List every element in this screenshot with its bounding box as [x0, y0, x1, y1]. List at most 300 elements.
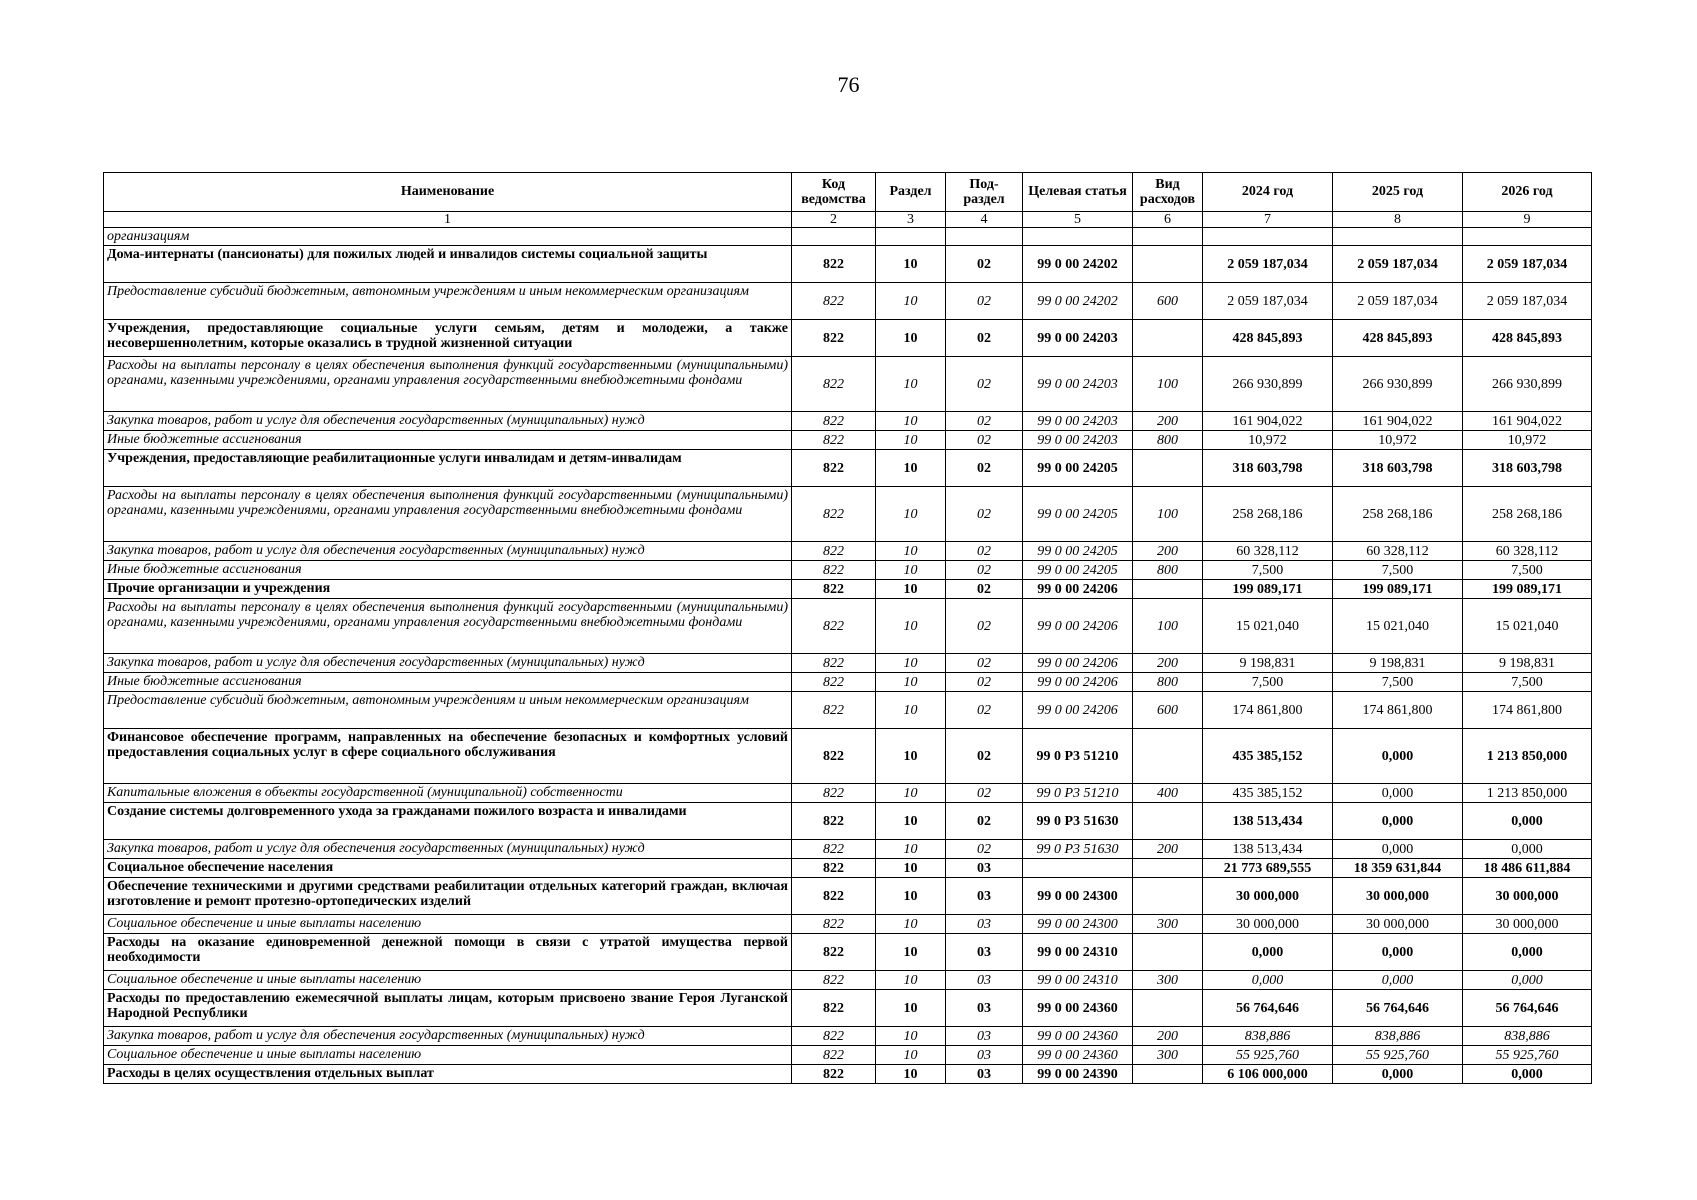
row-subsection: 03 [946, 1027, 1023, 1046]
row-subsection: 02 [946, 784, 1023, 803]
row-department-code: 822 [792, 971, 876, 990]
row-value-2026: 30 000,000 [1463, 878, 1592, 915]
row-target-article: 99 0 00 24203 [1023, 320, 1133, 357]
row-value-2025: 0,000 [1333, 840, 1463, 859]
row-subsection: 02 [946, 283, 1023, 320]
row-subsection: 02 [946, 673, 1023, 692]
table-row [104, 1065, 1592, 1084]
row-subsection: 03 [946, 859, 1023, 878]
row-name: Иные бюджетные ассигнования [104, 431, 792, 450]
column-number: 9 [1463, 212, 1592, 228]
table-row [104, 357, 1592, 412]
row-value-2024: 435 385,152 [1203, 729, 1333, 784]
table-row [104, 803, 1592, 840]
table-row [104, 599, 1592, 654]
column-number-row [104, 212, 1592, 228]
row-section: 10 [876, 580, 946, 599]
row-expense-type: 200 [1133, 654, 1203, 673]
row-value-2026: 0,000 [1463, 1065, 1592, 1084]
row-name: Социальное обеспечение и иные выплаты населению [104, 1046, 792, 1065]
table-row [104, 431, 1592, 450]
column-number: 8 [1333, 212, 1463, 228]
table-row [104, 246, 1592, 283]
row-value-2025: 15 021,040 [1333, 599, 1463, 654]
row-name: Закупка товаров, работ и услуг для обеспечения государственных (муниципальных) нужд [104, 542, 792, 561]
row-expense-type: 200 [1133, 1027, 1203, 1046]
row-department-code: 822 [792, 283, 876, 320]
row-subsection: 02 [946, 320, 1023, 357]
row-name: Дома-интернаты (пансионаты) для пожилых людей и инвалидов системы социальной защиты [104, 246, 792, 283]
row-value-2026: 2 059 187,034 [1463, 283, 1592, 320]
row-subsection: 03 [946, 934, 1023, 971]
row-section: 10 [876, 692, 946, 729]
row-section: 10 [876, 654, 946, 673]
row-value-2024: 7,500 [1203, 561, 1333, 580]
row-value-2025: 7,500 [1333, 561, 1463, 580]
table-row [104, 729, 1592, 784]
row-target-article: 99 0 00 24205 [1023, 561, 1133, 580]
row-expense-type [1133, 246, 1203, 283]
page-number: 76 [837, 72, 860, 97]
row-value-2026: 7,500 [1463, 673, 1592, 692]
row-value-2025: 258 268,186 [1333, 487, 1463, 542]
row-value-2026: 318 603,798 [1463, 450, 1592, 487]
row-target-article: 99 0 00 24202 [1023, 283, 1133, 320]
row-target-article: 99 0 00 24390 [1023, 1065, 1133, 1084]
row-value-2024: 838,886 [1203, 1027, 1333, 1046]
row-name: Предоставление субсидий бюджетным, автономным учреждениям и иным некоммерческим организациям [104, 692, 792, 729]
row-subsection: 02 [946, 431, 1023, 450]
row-value-2026: 30 000,000 [1463, 915, 1592, 934]
table-row [104, 840, 1592, 859]
row-name: Закупка товаров, работ и услуг для обеспечения государственных (муниципальных) нужд [104, 412, 792, 431]
row-name: Закупка товаров, работ и услуг для обеспечения государственных (муниципальных) нужд [104, 1027, 792, 1046]
table-row [104, 990, 1592, 1027]
row-value-2026: 1 213 850,000 [1463, 729, 1592, 784]
row-section: 10 [876, 971, 946, 990]
row-name: Расходы по предоставлению ежемесячной выплаты лицам, которым присвоено звание Героя Луганской Народной Республики [104, 990, 792, 1027]
row-target-article: 99 0 00 24205 [1023, 487, 1133, 542]
row-value-2026: 161 904,022 [1463, 412, 1592, 431]
table-row [104, 915, 1592, 934]
row-subsection: 02 [946, 599, 1023, 654]
row-subsection: 02 [946, 803, 1023, 840]
row-department-code: 822 [792, 934, 876, 971]
row-department-code: 822 [792, 561, 876, 580]
row-department-code: 822 [792, 859, 876, 878]
row-value-2025: 2 059 187,034 [1333, 246, 1463, 283]
row-department-code: 822 [792, 431, 876, 450]
row-subsection: 02 [946, 692, 1023, 729]
row-value-2026: 18 486 611,884 [1463, 859, 1592, 878]
row-expense-type [1133, 450, 1203, 487]
row-department-code: 822 [792, 599, 876, 654]
row-expense-type: 600 [1133, 283, 1203, 320]
row-expense-type: 100 [1133, 599, 1203, 654]
header-year-2025: 2025 год [1333, 173, 1463, 212]
row-expense-type: 300 [1133, 915, 1203, 934]
row-value-2025: 0,000 [1333, 784, 1463, 803]
row-value-2025: 0,000 [1333, 1065, 1463, 1084]
row-name: Учреждения, предоставляющие социальные услуги семьям, детям и молодежи, а также несовершеннолетним, которые оказались в трудной жизненной ситуации [104, 320, 792, 357]
header-expense-type: Вид расходов [1133, 173, 1203, 212]
column-number: 1 [104, 212, 792, 228]
row-subsection: 02 [946, 450, 1023, 487]
row-expense-type [1133, 803, 1203, 840]
row-section: 10 [876, 1046, 946, 1065]
row-expense-type [1133, 228, 1203, 246]
table-row [104, 412, 1592, 431]
row-target-article: 99 0 00 24206 [1023, 673, 1133, 692]
row-target-article: 99 0 00 24360 [1023, 1046, 1133, 1065]
row-expense-type [1133, 934, 1203, 971]
row-department-code: 822 [792, 878, 876, 915]
table-row [104, 580, 1592, 599]
row-value-2024: 0,000 [1203, 971, 1333, 990]
row-section: 10 [876, 934, 946, 971]
row-department-code: 822 [792, 1046, 876, 1065]
row-expense-type [1133, 580, 1203, 599]
row-section: 10 [876, 561, 946, 580]
column-number: 2 [792, 212, 876, 228]
row-subsection [946, 228, 1023, 246]
row-name: Иные бюджетные ассигнования [104, 673, 792, 692]
table-row [104, 450, 1592, 487]
row-target-article: 99 0 00 24203 [1023, 357, 1133, 412]
row-name: Социальное обеспечение населения [104, 859, 792, 878]
row-target-article: 99 0 00 24300 [1023, 878, 1133, 915]
row-target-article: 99 0 00 24205 [1023, 450, 1133, 487]
row-value-2024: 428 845,893 [1203, 320, 1333, 357]
row-name: Закупка товаров, работ и услуг для обеспечения государственных (муниципальных) нужд [104, 840, 792, 859]
row-value-2025: 60 328,112 [1333, 542, 1463, 561]
row-value-2024: 2 059 187,034 [1203, 283, 1333, 320]
row-value-2024: 55 925,760 [1203, 1046, 1333, 1065]
row-value-2025: 0,000 [1333, 729, 1463, 784]
row-section: 10 [876, 542, 946, 561]
row-expense-type [1133, 1065, 1203, 1084]
row-department-code: 822 [792, 803, 876, 840]
row-section: 10 [876, 1027, 946, 1046]
row-target-article [1023, 228, 1133, 246]
row-value-2025: 56 764,646 [1333, 990, 1463, 1027]
row-target-article: 99 0 00 24202 [1023, 246, 1133, 283]
row-value-2024: 6 106 000,000 [1203, 1065, 1333, 1084]
row-value-2026: 266 930,899 [1463, 357, 1592, 412]
row-expense-type [1133, 729, 1203, 784]
row-value-2025: 266 930,899 [1333, 357, 1463, 412]
row-subsection: 02 [946, 561, 1023, 580]
row-section: 10 [876, 915, 946, 934]
row-name: Расходы на выплаты персоналу в целях обеспечения выполнения функций государственными (муниципальными) органами, казенными учреждениями, органами управления государственными внебюджетными фондами [104, 487, 792, 542]
row-department-code: 822 [792, 729, 876, 784]
row-value-2026: 0,000 [1463, 803, 1592, 840]
row-value-2026: 0,000 [1463, 840, 1592, 859]
row-value-2024: 10,972 [1203, 431, 1333, 450]
header-year-2026: 2026 год [1463, 173, 1592, 212]
row-target-article: 99 0 00 24206 [1023, 580, 1133, 599]
row-expense-type [1133, 990, 1203, 1027]
row-name: Прочие организации и учреждения [104, 580, 792, 599]
table-row [104, 934, 1592, 971]
header-section: Раздел [876, 173, 946, 212]
row-expense-type: 800 [1133, 673, 1203, 692]
row-value-2024: 435 385,152 [1203, 784, 1333, 803]
row-expense-type: 100 [1133, 357, 1203, 412]
row-target-article: 99 0 00 24203 [1023, 431, 1133, 450]
row-value-2026: 55 925,760 [1463, 1046, 1592, 1065]
table-row [104, 673, 1592, 692]
table-row [104, 283, 1592, 320]
row-target-article: 99 0 00 24206 [1023, 599, 1133, 654]
header-year-2024: 2024 год [1203, 173, 1333, 212]
row-value-2025: 174 861,800 [1333, 692, 1463, 729]
row-value-2024: 138 513,434 [1203, 840, 1333, 859]
row-expense-type: 600 [1133, 692, 1203, 729]
row-value-2025 [1333, 228, 1463, 246]
row-section: 10 [876, 990, 946, 1027]
row-department-code: 822 [792, 450, 876, 487]
row-value-2024: 9 198,831 [1203, 654, 1333, 673]
row-name: Финансовое обеспечение программ, направленных на обеспечение безопасных и комфортных условий предоставления социальных услуг в сфере социального обслуживания [104, 729, 792, 784]
row-value-2024: 30 000,000 [1203, 878, 1333, 915]
row-name: Социальное обеспечение и иные выплаты населению [104, 971, 792, 990]
row-department-code: 822 [792, 1065, 876, 1084]
row-subsection: 02 [946, 357, 1023, 412]
row-subsection: 02 [946, 729, 1023, 784]
column-number: 6 [1133, 212, 1203, 228]
column-number: 5 [1023, 212, 1133, 228]
row-value-2024: 258 268,186 [1203, 487, 1333, 542]
row-value-2025: 0,000 [1333, 803, 1463, 840]
row-subsection: 02 [946, 580, 1023, 599]
row-target-article: 99 0 00 24206 [1023, 692, 1133, 729]
row-target-article: 99 0 00 24310 [1023, 934, 1133, 971]
row-target-article: 99 0 P3 51210 [1023, 729, 1133, 784]
row-department-code: 822 [792, 320, 876, 357]
table-row [104, 784, 1592, 803]
row-section: 10 [876, 487, 946, 542]
table-row [104, 859, 1592, 878]
row-department-code: 822 [792, 784, 876, 803]
row-name: организациям [104, 228, 792, 246]
table-row [104, 692, 1592, 729]
table-row [104, 1046, 1592, 1065]
row-target-article: 99 0 00 24360 [1023, 1027, 1133, 1046]
row-section: 10 [876, 431, 946, 450]
row-target-article: 99 0 00 24206 [1023, 654, 1133, 673]
row-department-code: 822 [792, 990, 876, 1027]
row-expense-type: 400 [1133, 784, 1203, 803]
row-value-2025: 0,000 [1333, 971, 1463, 990]
row-value-2025: 55 925,760 [1333, 1046, 1463, 1065]
row-subsection: 02 [946, 542, 1023, 561]
row-name: Расходы на выплаты персоналу в целях обеспечения выполнения функций государственными (муниципальными) органами, казенными учреждениями, органами управления государственными внебюджетными фондами [104, 599, 792, 654]
header-department-code: Код ведомства [792, 173, 876, 212]
row-section: 10 [876, 1065, 946, 1084]
row-value-2024: 30 000,000 [1203, 915, 1333, 934]
row-value-2024 [1203, 228, 1333, 246]
row-department-code: 822 [792, 840, 876, 859]
table-row [104, 971, 1592, 990]
column-number: 7 [1203, 212, 1333, 228]
row-subsection: 03 [946, 1046, 1023, 1065]
row-expense-type [1133, 320, 1203, 357]
row-value-2024: 2 059 187,034 [1203, 246, 1333, 283]
row-department-code: 822 [792, 246, 876, 283]
row-value-2026: 7,500 [1463, 561, 1592, 580]
row-value-2026: 56 764,646 [1463, 990, 1592, 1027]
row-section [876, 228, 946, 246]
row-section: 10 [876, 599, 946, 654]
row-section: 10 [876, 320, 946, 357]
row-name: Расходы в целях осуществления отдельных выплат [104, 1065, 792, 1084]
row-value-2026: 9 198,831 [1463, 654, 1592, 673]
header-target-article: Целевая статья [1023, 173, 1133, 212]
row-subsection: 02 [946, 654, 1023, 673]
row-section: 10 [876, 729, 946, 784]
row-department-code: 822 [792, 487, 876, 542]
row-value-2026: 428 845,893 [1463, 320, 1592, 357]
row-target-article [1023, 859, 1133, 878]
row-name: Создание системы долговременного ухода за гражданами пожилого возраста и инвалидами [104, 803, 792, 840]
row-value-2024: 138 513,434 [1203, 803, 1333, 840]
row-target-article: 99 0 00 24203 [1023, 412, 1133, 431]
row-subsection: 02 [946, 412, 1023, 431]
row-expense-type: 800 [1133, 431, 1203, 450]
row-department-code: 822 [792, 412, 876, 431]
row-value-2024: 266 930,899 [1203, 357, 1333, 412]
row-expense-type [1133, 878, 1203, 915]
row-department-code: 822 [792, 654, 876, 673]
budget-table [103, 172, 1592, 1084]
row-department-code: 822 [792, 542, 876, 561]
row-name: Обеспечение техническими и другими средствами реабилитации отдельных категорий граждан, включая изготовление и ремонт протезно-ортопедических изделий [104, 878, 792, 915]
row-value-2026: 60 328,112 [1463, 542, 1592, 561]
row-value-2024: 60 328,112 [1203, 542, 1333, 561]
row-target-article: 99 0 P3 51630 [1023, 840, 1133, 859]
row-value-2024: 0,000 [1203, 934, 1333, 971]
row-name: Предоставление субсидий бюджетным, автономным учреждениям и иным некоммерческим организациям [104, 283, 792, 320]
column-number: 3 [876, 212, 946, 228]
row-value-2026: 10,972 [1463, 431, 1592, 450]
table-row [104, 878, 1592, 915]
row-value-2026 [1463, 228, 1592, 246]
row-value-2026: 199 089,171 [1463, 580, 1592, 599]
row-department-code: 822 [792, 580, 876, 599]
row-expense-type: 300 [1133, 1046, 1203, 1065]
row-section: 10 [876, 784, 946, 803]
row-value-2025: 30 000,000 [1333, 878, 1463, 915]
row-value-2025: 428 845,893 [1333, 320, 1463, 357]
row-subsection: 02 [946, 840, 1023, 859]
row-subsection: 03 [946, 878, 1023, 915]
row-section: 10 [876, 859, 946, 878]
column-number: 4 [946, 212, 1023, 228]
row-value-2025: 18 359 631,844 [1333, 859, 1463, 878]
row-section: 10 [876, 803, 946, 840]
row-section: 10 [876, 412, 946, 431]
row-expense-type: 800 [1133, 561, 1203, 580]
row-value-2024: 161 904,022 [1203, 412, 1333, 431]
row-value-2026: 174 861,800 [1463, 692, 1592, 729]
row-target-article: 99 0 P3 51210 [1023, 784, 1133, 803]
row-department-code [792, 228, 876, 246]
row-expense-type: 200 [1133, 840, 1203, 859]
row-value-2026: 0,000 [1463, 934, 1592, 971]
header-name: Наименование [104, 173, 792, 212]
row-subsection: 02 [946, 246, 1023, 283]
row-section: 10 [876, 283, 946, 320]
row-subsection: 03 [946, 1065, 1023, 1084]
row-name: Закупка товаров, работ и услуг для обеспечения государственных (муниципальных) нужд [104, 654, 792, 673]
row-value-2024: 21 773 689,555 [1203, 859, 1333, 878]
row-value-2024: 56 764,646 [1203, 990, 1333, 1027]
row-value-2025: 318 603,798 [1333, 450, 1463, 487]
row-target-article: 99 0 00 24300 [1023, 915, 1133, 934]
row-expense-type: 200 [1133, 542, 1203, 561]
row-subsection: 03 [946, 915, 1023, 934]
table-row [104, 561, 1592, 580]
table-row [104, 1027, 1592, 1046]
row-name: Иные бюджетные ассигнования [104, 561, 792, 580]
row-expense-type: 100 [1133, 487, 1203, 542]
row-department-code: 822 [792, 915, 876, 934]
row-value-2026: 2 059 187,034 [1463, 246, 1592, 283]
row-value-2026: 15 021,040 [1463, 599, 1592, 654]
table-row [104, 654, 1592, 673]
row-department-code: 822 [792, 673, 876, 692]
table-body [104, 228, 1592, 1084]
row-expense-type: 300 [1133, 971, 1203, 990]
table-row [104, 542, 1592, 561]
row-section: 10 [876, 357, 946, 412]
table-row [104, 487, 1592, 542]
row-subsection: 03 [946, 971, 1023, 990]
row-expense-type [1133, 859, 1203, 878]
table-row [104, 320, 1592, 357]
row-name: Социальное обеспечение и иные выплаты населению [104, 915, 792, 934]
row-expense-type: 200 [1133, 412, 1203, 431]
row-value-2025: 9 198,831 [1333, 654, 1463, 673]
row-value-2026: 838,886 [1463, 1027, 1592, 1046]
row-section: 10 [876, 878, 946, 915]
row-value-2026: 258 268,186 [1463, 487, 1592, 542]
row-value-2025: 7,500 [1333, 673, 1463, 692]
row-value-2026: 1 213 850,000 [1463, 784, 1592, 803]
table-header-row [104, 173, 1592, 212]
header-subsection: Под-раздел [946, 173, 1023, 212]
row-section: 10 [876, 673, 946, 692]
row-subsection: 02 [946, 487, 1023, 542]
row-value-2025: 838,886 [1333, 1027, 1463, 1046]
row-value-2024: 7,500 [1203, 673, 1333, 692]
row-value-2024: 199 089,171 [1203, 580, 1333, 599]
row-target-article: 99 0 00 24205 [1023, 542, 1133, 561]
row-value-2024: 174 861,800 [1203, 692, 1333, 729]
row-name: Расходы на оказание единовременной денежной помощи в связи с утратой имущества первой необходимости [104, 934, 792, 971]
row-value-2024: 15 021,040 [1203, 599, 1333, 654]
row-value-2026: 0,000 [1463, 971, 1592, 990]
row-value-2025: 0,000 [1333, 934, 1463, 971]
row-value-2025: 30 000,000 [1333, 915, 1463, 934]
row-department-code: 822 [792, 1027, 876, 1046]
row-value-2025: 199 089,171 [1333, 580, 1463, 599]
row-subsection: 03 [946, 990, 1023, 1027]
row-department-code: 822 [792, 692, 876, 729]
row-value-2025: 10,972 [1333, 431, 1463, 450]
row-value-2024: 318 603,798 [1203, 450, 1333, 487]
